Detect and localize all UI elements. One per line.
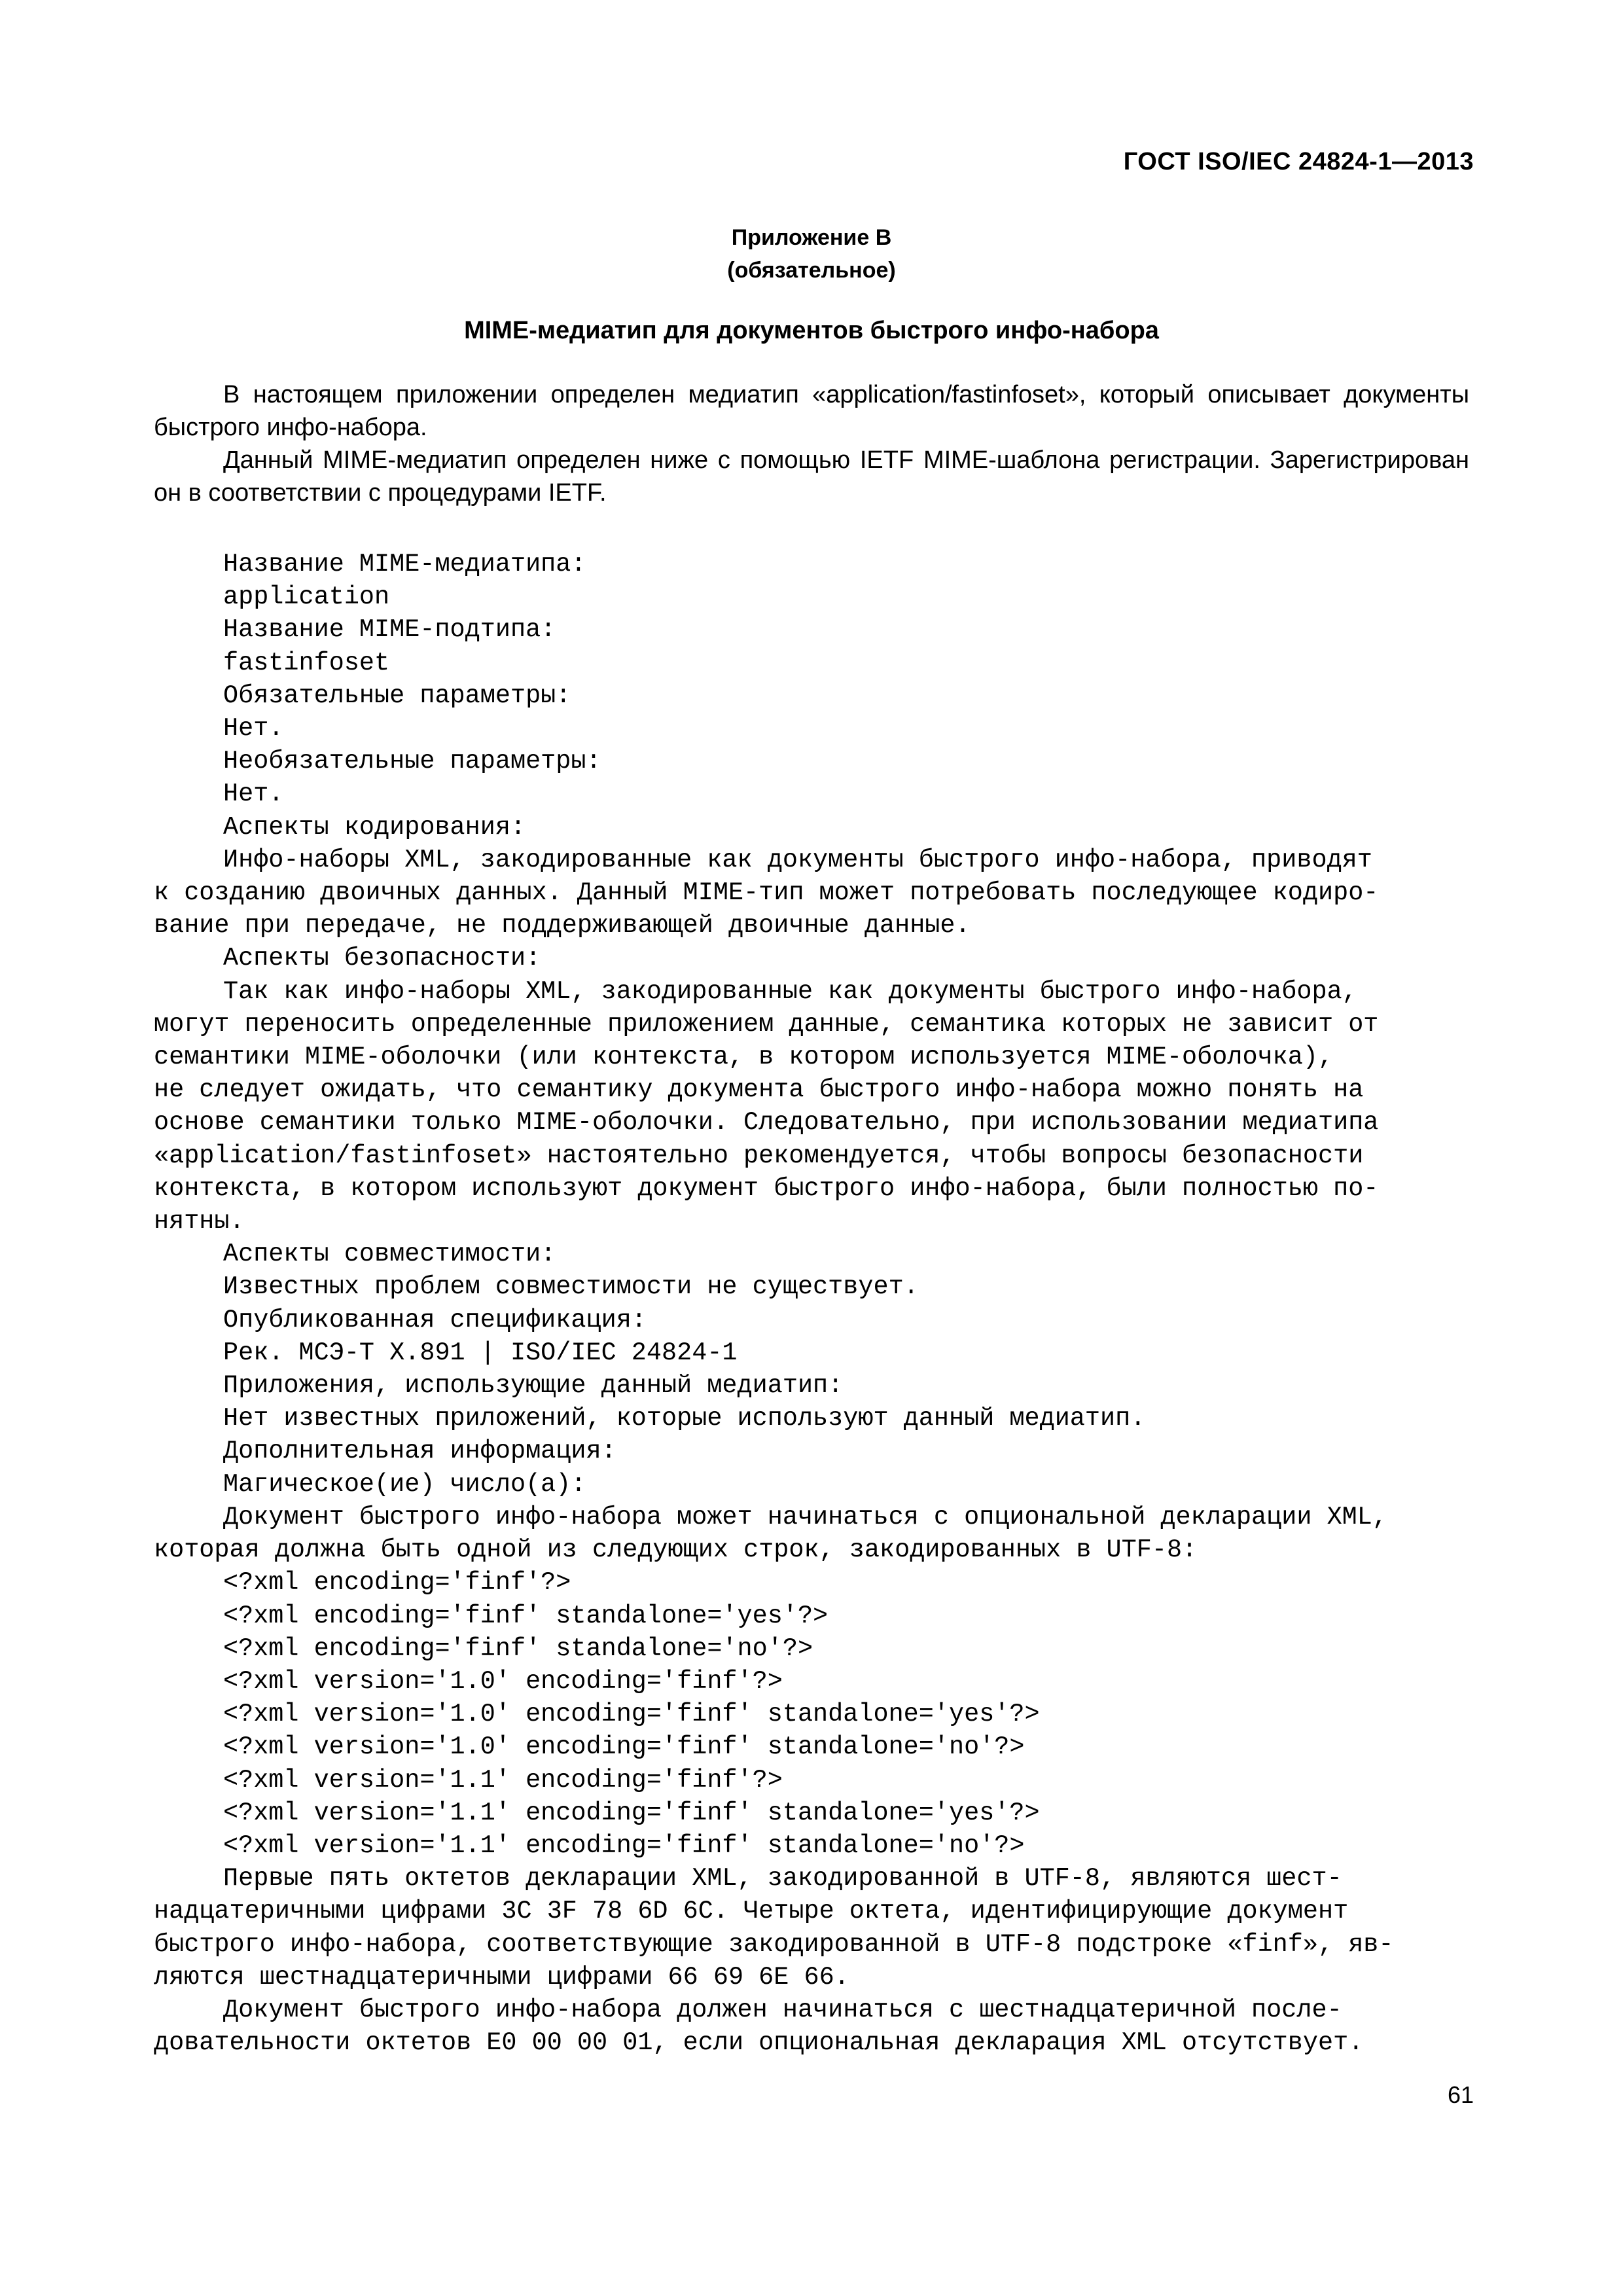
appendix-status: (обязательное) xyxy=(727,258,896,283)
xml-declaration: <?xml encoding='finf'?> xyxy=(223,1568,571,1598)
body-line: Магическое(ие) число(а): xyxy=(223,1469,586,1499)
body-line: Документ быстрого инфо-набора может начинаться с опциональной декларации XML, xyxy=(223,1502,1387,1532)
body-line: нятны. xyxy=(154,1207,245,1236)
registration-template xyxy=(154,548,1476,2059)
body-line: Приложения, использующие данный медиатип: xyxy=(223,1371,844,1401)
standard-code: ГОСТ ISO/IEC 24824-1—2013 xyxy=(1123,148,1474,175)
body-line: Необязательные параметры: xyxy=(223,747,601,776)
page-number: 61 xyxy=(1447,2081,1474,2108)
body-line: Первые пять октетов декларации XML, закодированной в UTF-8, являются шест- xyxy=(223,1864,1342,1893)
xml-declaration: <?xml version='1.1' encoding='finf' standalone='yes'?> xyxy=(223,1798,1040,1827)
appendix-label: Приложение В xyxy=(731,225,892,250)
body-line: Аспекты безопасности: xyxy=(223,944,541,973)
intro-paragraph: Данный MIME-медиатип определен ниже с помощью IETF MIME-шаблона регистрации. Зарегистрирован он в соответствии с процедурами IETF. xyxy=(154,446,1469,507)
body-line: Нет. xyxy=(223,780,284,809)
body-line: Аспекты кодирования: xyxy=(223,812,526,842)
body-line: Опубликованная спецификация: xyxy=(223,1305,647,1335)
body-line: Известных проблем совместимости не существует. xyxy=(223,1272,919,1302)
xml-declaration: <?xml version='1.1' encoding='finf' standalone='no'?> xyxy=(223,1831,1025,1860)
intro-paragraph: В настоящем приложении определен медиатип «application/fastinfoset», который описывает документы быстрого инфо-набора. xyxy=(154,381,1469,441)
body-line: fastinfoset xyxy=(223,648,390,677)
xml-declaration: <?xml encoding='finf' standalone='no'?> xyxy=(223,1634,813,1663)
body-line: к созданию двоичных данных. Данный MIME-тип может потребовать последующее кодиро- xyxy=(154,878,1379,908)
body-line: надцатеричными цифрами 3C 3F 78 6D 6C. Четыре октета, идентифицирующие документ xyxy=(154,1897,1349,1926)
body-line: application xyxy=(223,583,390,612)
body-line: быстрого инфо-набора, соответствующие закодированной в UTF-8 подстроке «finf», яв- xyxy=(154,1929,1394,1959)
body-line: Название MIME-медиатипа: xyxy=(223,550,586,579)
body-line: которая должна быть одной из следующих строк, закодированных в UTF-8: xyxy=(154,1535,1198,1565)
body-line: «application/fastinfoset» настоятельно рекомендуется, чтобы вопросы безопасности xyxy=(154,1141,1364,1170)
body-line: могут переносить определенные приложением данные, семантика которых не зависит от xyxy=(154,1009,1379,1039)
body-line: контекста, в котором используют документ быстрого инфо-набора, были полностью по- xyxy=(154,1174,1379,1203)
xml-declaration: <?xml version='1.1' encoding='finf'?> xyxy=(223,1765,783,1795)
appendix-heading xyxy=(0,221,1623,287)
body-line: Название MIME-подтипа: xyxy=(223,615,556,645)
body-line: Дополнительная информация: xyxy=(223,1437,616,1466)
body-line: семантики MIME-оболочки (или контекста, в котором используется MIME-оболочка), xyxy=(154,1043,1334,1072)
xml-declaration: <?xml encoding='finf' standalone='yes'?> xyxy=(223,1601,829,1630)
body-line: Инфо-наборы XML, закодированные как документы быстрого инфо-набора, приводят xyxy=(223,845,1372,874)
body-line: Так как инфо-наборы XML, закодированные как документы быстрого инфо-набора, xyxy=(223,977,1357,1006)
body-line: Нет известных приложений, которые используют данный медиатип. xyxy=(223,1404,1146,1433)
body-line: Документ быстрого инфо-набора должен начинаться с шестнадцатеричной после- xyxy=(223,1995,1342,2024)
body-line: довательности октетов E0 00 00 01, если опциональная декларация XML отсутствует. xyxy=(154,2028,1364,2058)
xml-declaration: <?xml version='1.0' encoding='finf' standalone='no'?> xyxy=(223,1732,1025,1762)
xml-declaration: <?xml version='1.0' encoding='finf' standalone='yes'?> xyxy=(223,1700,1040,1729)
body-line: основе семантики только MIME-оболочки. Следовательно, при использовании медиатипа xyxy=(154,1108,1379,1138)
intro-section xyxy=(154,378,1469,509)
body-line: Обязательные параметры: xyxy=(223,681,571,710)
xml-declaration: <?xml version='1.0' encoding='finf'?> xyxy=(223,1666,783,1696)
body-line: Аспекты совместимости: xyxy=(223,1240,556,1269)
appendix-title: MIME-медиатип для документов быстрого инфо-набора xyxy=(464,317,1159,344)
body-line: ляются шестнадцатеричными цифрами 66 69 6E 66. xyxy=(154,1962,849,1992)
body-line: не следует ожидать, что семантику документа быстрого инфо-набора можно понять на xyxy=(154,1075,1364,1105)
body-line: вание при передаче, не поддерживающей двоичные данные. xyxy=(154,911,971,941)
body-line: Рек. МСЭ-Т Х.891 | ISO/IEC 24824-1 xyxy=(223,1338,738,1367)
body-line: Нет. xyxy=(223,714,284,744)
